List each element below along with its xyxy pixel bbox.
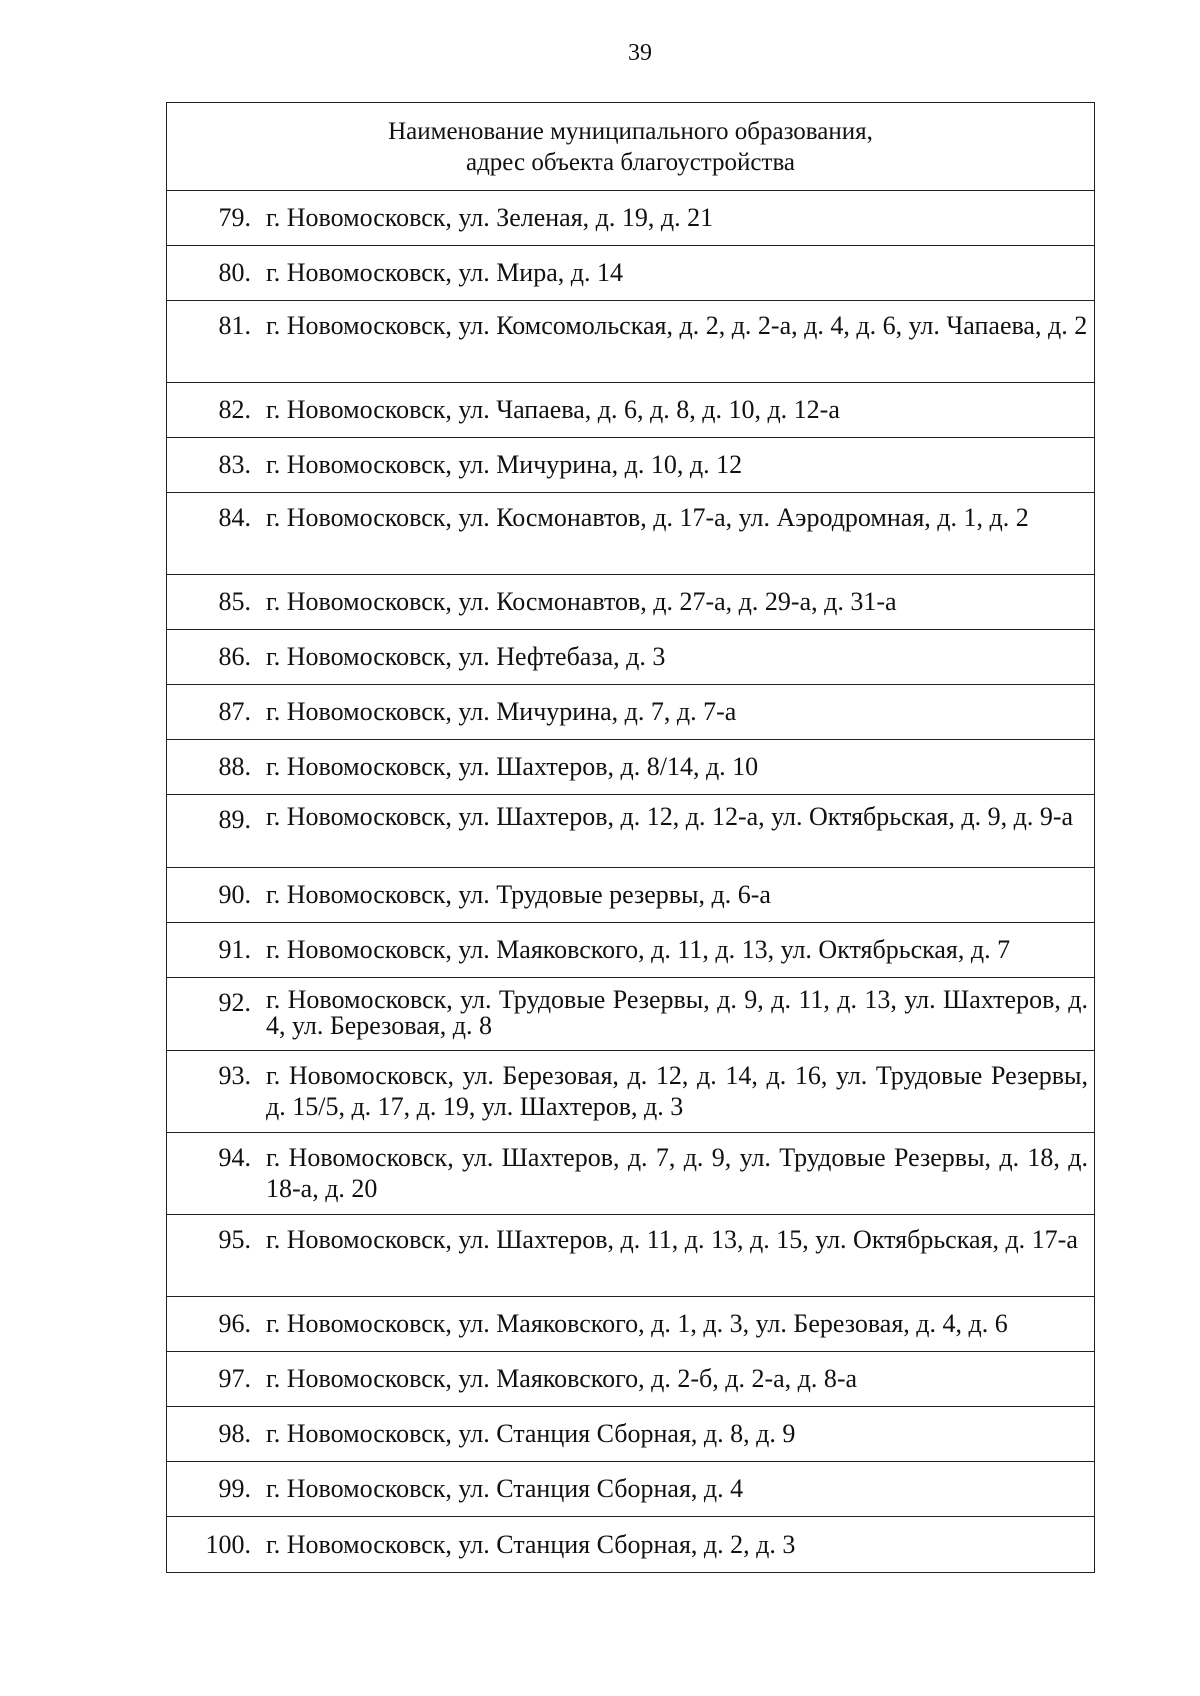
- row-number: 98.: [218, 1419, 251, 1448]
- row-number: 97.: [218, 1364, 251, 1393]
- table-row: [167, 1297, 1094, 1352]
- row-number: 83.: [218, 450, 251, 479]
- row-address: г. Новомосковск, ул. Станция Сборная, д. 8, д. 9: [266, 1419, 796, 1448]
- address-table: [166, 102, 1095, 1573]
- row-number: 89.: [218, 805, 251, 834]
- table-header-line-2: адрес объекта благоустройства: [465, 148, 796, 176]
- table-row: [167, 1517, 1094, 1572]
- row-address: г. Новомосковск, ул. Шахтеров, д. 12, д. 12-а, ул. Октябрьская, д. 9, д. 9-а: [266, 802, 1074, 831]
- row-address: г. Новомосковск, ул. Нефтебаза, д. 3: [266, 642, 666, 671]
- table-row: [167, 191, 1094, 246]
- row-address: г. Новомосковск, ул. Мичурина, д. 7, д. 7-а: [266, 697, 737, 726]
- row-address: г. Новомосковск, ул. Маяковского, д. 2-б, д. 2-а, д. 8-а: [266, 1364, 858, 1393]
- row-address: г. Новомосковск, ул. Березовая, д. 12, д. 14, д. 16, ул. Трудовые Резервы, д. 15/5, д. 17, д. 19, ул. Шахтеров, д. 3: [266, 1061, 1088, 1121]
- row-number: 92.: [218, 988, 251, 1017]
- row-number: 95.: [218, 1225, 251, 1254]
- table-row: [167, 740, 1094, 795]
- table-row: [167, 1407, 1094, 1462]
- table-row: [167, 685, 1094, 740]
- table-header-line-1: Наименование муниципального образования,: [388, 117, 873, 145]
- table-row: [167, 301, 1094, 383]
- row-address: г. Новомосковск, ул. Мира, д. 14: [266, 258, 623, 287]
- row-address: г. Новомосковск, ул. Шахтеров, д. 11, д. 13, д. 15, ул. Октябрьская, д. 17-а: [266, 1225, 1078, 1254]
- row-number: 84.: [218, 503, 251, 532]
- table-row: [167, 1133, 1094, 1215]
- table-row: [167, 1462, 1094, 1517]
- row-number: 100.: [205, 1529, 251, 1559]
- table-row: [167, 438, 1094, 493]
- row-address: г. Новомосковск, ул. Космонавтов, д. 27-а, д. 29-а, д. 31-а: [266, 587, 897, 616]
- row-number: 86.: [218, 642, 251, 671]
- row-number: 96.: [218, 1309, 251, 1338]
- row-address: г. Новомосковск, ул. Мичурина, д. 10, д. 12: [266, 450, 743, 479]
- row-address: г. Новомосковск, ул. Трудовые Резервы, д. 9, д. 11, д. 13, ул. Шахтеров, д. 4, ул. Березовая, д. 8: [266, 985, 1088, 1040]
- table-row: [167, 868, 1094, 923]
- row-number: 80.: [218, 258, 251, 287]
- row-number: 79.: [218, 203, 251, 232]
- table-row: [167, 978, 1094, 1051]
- table-row: [167, 383, 1094, 438]
- table-row: [167, 795, 1094, 868]
- row-address: г. Новомосковск, ул. Комсомольская, д. 2, д. 2-а, д. 4, д. 6, ул. Чапаева, д. 2: [266, 311, 1088, 340]
- row-number: 93.: [218, 1061, 251, 1090]
- row-number: 90.: [218, 880, 251, 909]
- table-row: [167, 1352, 1094, 1407]
- table-row: [167, 923, 1094, 978]
- row-address: г. Новомосковск, ул. Шахтеров, д. 7, д. 9, ул. Трудовые Резервы, д. 18, д. 18-а, д. 20: [266, 1143, 1088, 1203]
- table-row: [167, 493, 1094, 575]
- table-header: [167, 103, 1094, 191]
- row-number: 99.: [218, 1474, 251, 1503]
- row-address: г. Новомосковск, ул. Космонавтов, д. 17-а, ул. Аэродромная, д. 1, д. 2: [266, 503, 1029, 532]
- table-row: [167, 1051, 1094, 1133]
- table-row: [167, 630, 1094, 685]
- table-row: [167, 246, 1094, 301]
- row-number: 94.: [218, 1143, 251, 1172]
- row-number: 88.: [218, 752, 251, 781]
- row-address: г. Новомосковск, ул. Станция Сборная, д. 2, д. 3: [266, 1529, 796, 1559]
- row-number: 81.: [218, 311, 251, 340]
- row-number: 91.: [218, 935, 251, 964]
- row-address: г. Новомосковск, ул. Маяковского, д. 1, д. 3, ул. Березовая, д. 4, д. 6: [266, 1309, 1008, 1338]
- row-address: г. Новомосковск, ул. Чапаева, д. 6, д. 8, д. 10, д. 12-а: [266, 395, 840, 424]
- row-address: г. Новомосковск, ул. Станция Сборная, д. 4: [266, 1474, 744, 1503]
- table-row: [167, 575, 1094, 630]
- row-address: г. Новомосковск, ул. Зеленая, д. 19, д. 21: [266, 203, 714, 232]
- row-address: г. Новомосковск, ул. Маяковского, д. 11, д. 13, ул. Октябрьская, д. 7: [266, 935, 1011, 964]
- table-row: [167, 1215, 1094, 1297]
- row-address: г. Новомосковск, ул. Шахтеров, д. 8/14, д. 10: [266, 752, 759, 781]
- row-number: 85.: [218, 587, 251, 616]
- row-number: 87.: [218, 697, 251, 726]
- row-address: г. Новомосковск, ул. Трудовые резервы, д. 6-а: [266, 880, 771, 909]
- page-number: 39: [628, 40, 652, 66]
- row-number: 82.: [218, 395, 251, 424]
